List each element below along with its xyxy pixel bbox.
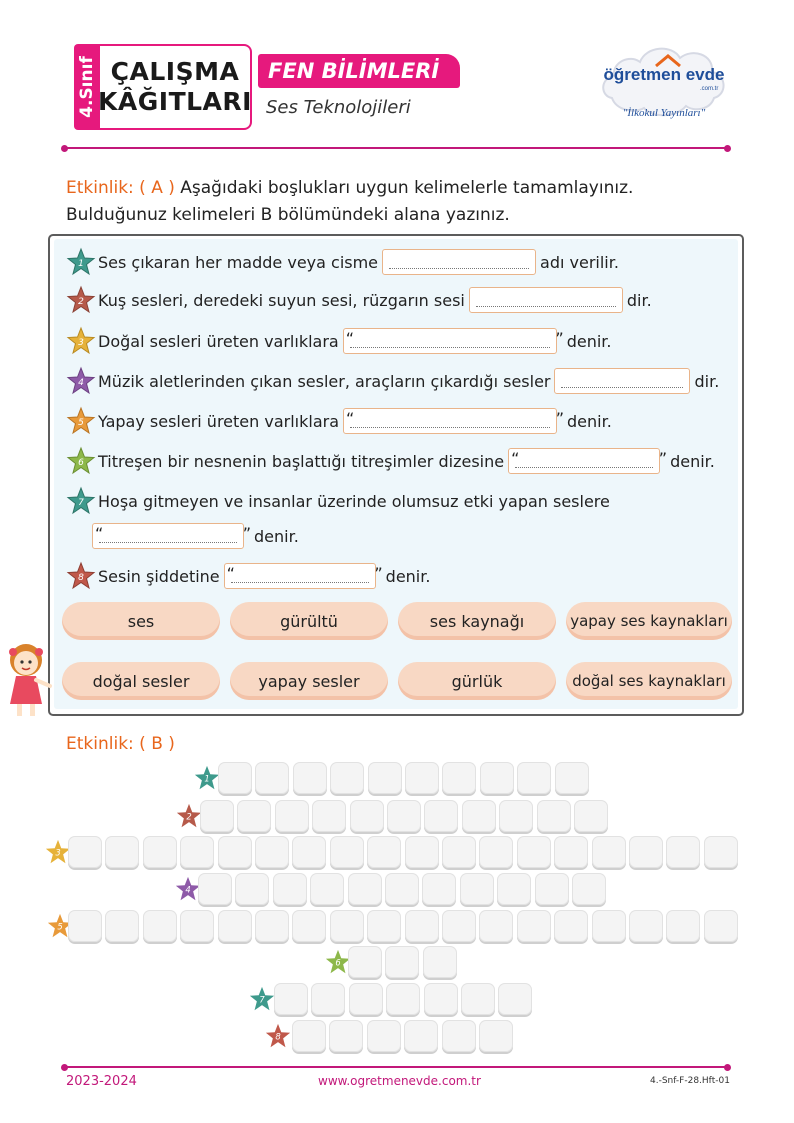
- crossword-cell[interactable]: [479, 1020, 513, 1052]
- crossword-cell[interactable]: [480, 762, 514, 794]
- crossword-cell[interactable]: [405, 762, 439, 794]
- crossword-cell[interactable]: [462, 800, 496, 832]
- crossword-cell[interactable]: [200, 800, 234, 832]
- girl-illustration: [2, 640, 56, 720]
- star-number-icon: [66, 486, 96, 516]
- star-number-icon: [66, 446, 96, 476]
- crossword-cell[interactable]: [537, 800, 571, 832]
- sentence-3: [66, 326, 612, 356]
- star-number-icon: [66, 247, 96, 277]
- svg-text:7: 7: [259, 994, 265, 1005]
- sentence-text: Hoşa gitmeyen ve insanlar üzerinde olumsuz etki yapan seslere: [98, 491, 610, 511]
- crossword-cell[interactable]: [497, 873, 531, 905]
- answer-blank[interactable]: “ ”: [508, 448, 660, 474]
- sentence-5: [66, 406, 612, 436]
- star-number-icon: [66, 326, 96, 356]
- sentence-end: adı verilir.: [540, 252, 619, 272]
- sentence-text: Doğal sesleri üreten varlıklara: [98, 331, 339, 351]
- sentence-end: denir.: [385, 566, 431, 586]
- sentence-end: denir.: [670, 451, 715, 471]
- crossword-cell[interactable]: [666, 836, 700, 868]
- crossword-cell[interactable]: [404, 1020, 438, 1052]
- svg-text:8: 8: [275, 1031, 281, 1042]
- word-bank-item[interactable]: ses kaynağı: [398, 602, 556, 640]
- title-line-1: ÇALIŞMA: [110, 57, 240, 86]
- crossword-cell[interactable]: [348, 873, 382, 905]
- crossword-cell[interactable]: [235, 873, 269, 905]
- crossword-cell[interactable]: [330, 836, 364, 868]
- crossword-cell[interactable]: [218, 910, 252, 942]
- worksheet-title: [100, 44, 252, 130]
- activity-b-label: Etkinlik: ( B ): [66, 734, 175, 754]
- subject-banner: FEN BİLİMLERİ: [258, 54, 460, 88]
- star-number-icon: [193, 764, 221, 792]
- logo-tagline: "İlkokul Yayınları": [622, 107, 706, 119]
- crossword-cell[interactable]: [310, 873, 344, 905]
- publisher-logo: [598, 40, 730, 132]
- crossword-cell[interactable]: [517, 910, 551, 942]
- crossword-cell[interactable]: [292, 910, 326, 942]
- crossword-cell[interactable]: [479, 836, 513, 868]
- divider-dot: [724, 145, 731, 152]
- crossword-cell[interactable]: [554, 836, 588, 868]
- svg-text:3: 3: [78, 338, 84, 348]
- star-number-icon: [66, 366, 96, 396]
- crossword-cell[interactable]: [535, 873, 569, 905]
- sentence-end: denir.: [567, 411, 612, 431]
- crossword-cell[interactable]: [274, 983, 308, 1015]
- answer-blank[interactable]: [554, 368, 690, 394]
- crossword-cell[interactable]: [105, 910, 139, 942]
- sentence-text: Kuş sesleri, deredeki suyun sesi, rüzgarın sesi: [98, 290, 465, 310]
- crossword-cell[interactable]: [592, 836, 626, 868]
- footer-website[interactable]: www.ogretmenevde.com.tr: [318, 1074, 481, 1088]
- crossword-cell[interactable]: [574, 800, 608, 832]
- crossword-cell[interactable]: [385, 946, 419, 978]
- word-bank-item[interactable]: yapay sesler: [230, 662, 388, 700]
- sentence-text: Sesin şiddetine: [98, 566, 220, 586]
- svg-text:3: 3: [55, 847, 61, 858]
- footer-year: 2023-2024: [66, 1074, 137, 1089]
- svg-text:4: 4: [185, 884, 191, 895]
- crossword-cell[interactable]: [498, 983, 532, 1015]
- crossword-cell[interactable]: [367, 1020, 401, 1052]
- activity-a-label: Etkinlik: ( A ): [66, 178, 175, 198]
- crossword-cell[interactable]: [461, 983, 495, 1015]
- logo-domain-text: .com.tr: [700, 86, 719, 92]
- crossword-cell[interactable]: [68, 836, 102, 868]
- crossword-cell[interactable]: [442, 836, 476, 868]
- star-number-icon: [248, 985, 276, 1013]
- crossword-cell[interactable]: [517, 836, 551, 868]
- sentence-8: [66, 561, 430, 591]
- crossword-cell[interactable]: [629, 836, 663, 868]
- star-number-icon: [264, 1022, 292, 1050]
- word-bank-item[interactable]: ses: [62, 602, 220, 640]
- crossword-cell[interactable]: [218, 836, 252, 868]
- answer-blank[interactable]: “ ”: [92, 523, 244, 549]
- title-line-2: KÂĞITLARI: [98, 87, 252, 116]
- word-bank-item[interactable]: yapay ses kaynakları: [566, 602, 732, 640]
- crossword-cell[interactable]: [572, 873, 606, 905]
- crossword-cell[interactable]: [198, 873, 232, 905]
- sentence-end: dir.: [694, 371, 720, 391]
- sentence-6: [66, 446, 715, 476]
- sentence-text: Müzik aletlerinden çıkan sesler, araçların çıkardığı sesler: [98, 371, 551, 391]
- footer-code: 4.-Snf-F-28.Hft-01: [650, 1076, 730, 1086]
- logo-main-text: öğretmen evde: [603, 65, 725, 84]
- svg-text:2: 2: [78, 297, 84, 307]
- sentence-7-cont: [92, 521, 299, 551]
- crossword-cell[interactable]: [387, 800, 421, 832]
- crossword-cell[interactable]: [424, 983, 458, 1015]
- svg-text:7: 7: [78, 498, 84, 508]
- crossword-cell[interactable]: [423, 946, 457, 978]
- sentence-1: [66, 247, 619, 277]
- svg-text:4: 4: [78, 378, 84, 388]
- crossword-cell[interactable]: [499, 800, 533, 832]
- star-number-icon: [66, 406, 96, 436]
- sentence-text: Ses çıkaran her madde veya cisme: [98, 252, 379, 272]
- crossword-cell[interactable]: [255, 910, 289, 942]
- crossword-cell[interactable]: [554, 910, 588, 942]
- sentence-2: [66, 285, 652, 315]
- crossword-cell[interactable]: [292, 836, 326, 868]
- star-number-icon: [66, 561, 96, 591]
- crossword-cell[interactable]: [442, 910, 476, 942]
- divider-dot: [724, 1064, 731, 1071]
- crossword-cell[interactable]: [704, 910, 738, 942]
- sentence-7: [66, 486, 610, 516]
- sentence-text: Titreşen bir nesnenin başlattığı titreşimler dizesine: [98, 451, 505, 471]
- crossword-cell[interactable]: [592, 910, 626, 942]
- crossword-cell[interactable]: [218, 762, 252, 794]
- svg-text:6: 6: [78, 458, 84, 468]
- crossword-cell[interactable]: [105, 836, 139, 868]
- sentence-end: dir.: [626, 290, 652, 310]
- crossword-cell[interactable]: [385, 873, 419, 905]
- crossword-cell[interactable]: [460, 873, 494, 905]
- footer-divider: [64, 1066, 728, 1068]
- star-number-icon: [66, 285, 96, 315]
- crossword-cell[interactable]: [311, 983, 345, 1015]
- crossword-cell[interactable]: [329, 1020, 363, 1052]
- word-bank-item[interactable]: gürültü: [230, 602, 388, 640]
- svg-text:6: 6: [335, 957, 341, 968]
- sentence-text: Yapay sesleri üreten varlıklara: [98, 411, 339, 431]
- crossword-cell[interactable]: [330, 910, 364, 942]
- crossword-cell[interactable]: [479, 910, 513, 942]
- activity-a-instruction: [66, 175, 730, 229]
- svg-text:2: 2: [186, 811, 192, 822]
- svg-text:5: 5: [78, 418, 84, 428]
- crossword-cell[interactable]: [273, 873, 307, 905]
- crossword-cell[interactable]: [666, 910, 700, 942]
- crossword-cell[interactable]: [424, 800, 458, 832]
- answer-blank[interactable]: [469, 287, 623, 313]
- crossword-cell[interactable]: [312, 800, 346, 832]
- crossword-cell[interactable]: [349, 983, 383, 1015]
- crossword-cell[interactable]: [367, 836, 401, 868]
- crossword-cell[interactable]: [704, 836, 738, 868]
- crossword-cell[interactable]: [292, 1020, 326, 1052]
- word-bank-item[interactable]: doğal ses kaynakları: [566, 662, 732, 700]
- svg-text:5: 5: [57, 921, 63, 932]
- crossword-cell[interactable]: [275, 800, 309, 832]
- crossword-cell[interactable]: [442, 1020, 476, 1052]
- crossword-cell[interactable]: [422, 873, 456, 905]
- divider-dot: [61, 1064, 68, 1071]
- answer-blank[interactable]: [382, 249, 536, 275]
- crossword-cell[interactable]: [255, 762, 289, 794]
- crossword-cell[interactable]: [629, 910, 663, 942]
- crossword-cell[interactable]: [517, 762, 551, 794]
- topic-title: Ses Teknolojileri: [266, 97, 411, 118]
- crossword-cell[interactable]: [237, 800, 271, 832]
- crossword-cell[interactable]: [255, 836, 289, 868]
- header-divider: [64, 147, 728, 149]
- crossword-cell[interactable]: [442, 762, 476, 794]
- sentence-4: [66, 366, 719, 396]
- crossword-cell[interactable]: [68, 910, 102, 942]
- star-number-icon: [175, 802, 203, 830]
- sentence-end: denir.: [254, 526, 299, 546]
- crossword-cell[interactable]: [367, 910, 401, 942]
- crossword-cell[interactable]: [368, 762, 402, 794]
- sentence-end: denir.: [566, 331, 612, 351]
- svg-text:1: 1: [78, 259, 84, 269]
- divider-dot: [61, 145, 68, 152]
- instruction-text: Aşağıdaki boşlukları uygun kelimelerle tamamlayınız. Bulduğunuz kelimeleri B bölümündeki alana yazınız.: [66, 178, 634, 225]
- grade-tab: [74, 44, 100, 130]
- crossword-cell[interactable]: [348, 946, 382, 978]
- crossword-cell[interactable]: [180, 910, 214, 942]
- crossword-cell[interactable]: [555, 762, 589, 794]
- word-bank-item[interactable]: doğal sesler: [62, 662, 220, 700]
- crossword-cell[interactable]: [330, 762, 364, 794]
- crossword-cell[interactable]: [405, 910, 439, 942]
- answer-blank[interactable]: “ ”: [343, 328, 557, 354]
- crossword-cell[interactable]: [293, 762, 327, 794]
- crossword-cell[interactable]: [180, 836, 214, 868]
- crossword-cell[interactable]: [405, 836, 439, 868]
- answer-blank[interactable]: “ ”: [343, 408, 557, 434]
- crossword-cell[interactable]: [143, 836, 177, 868]
- crossword-cell[interactable]: [143, 910, 177, 942]
- svg-text:8: 8: [78, 573, 84, 583]
- crossword-cell[interactable]: [386, 983, 420, 1015]
- crossword-cell[interactable]: [350, 800, 384, 832]
- grade-label: 4.Sınıf: [77, 56, 97, 118]
- svg-text:1: 1: [204, 773, 210, 784]
- answer-blank[interactable]: “ ”: [224, 563, 376, 589]
- word-bank-item[interactable]: gürlük: [398, 662, 556, 700]
